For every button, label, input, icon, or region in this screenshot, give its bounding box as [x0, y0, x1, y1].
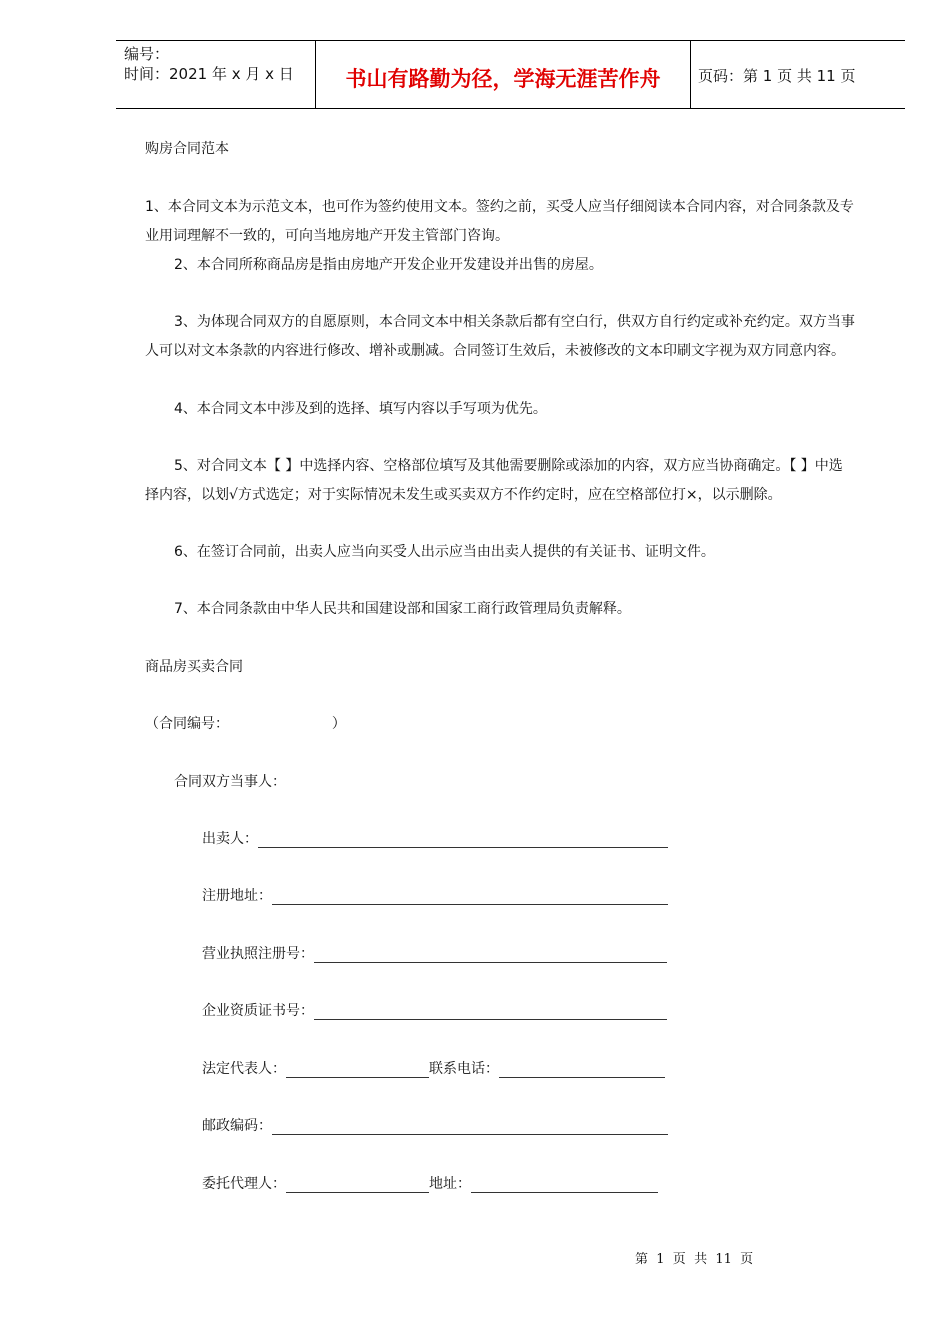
contract-number-open: （合同编号：: [145, 716, 229, 732]
qualification-no-blank[interactable]: [314, 1002, 667, 1020]
address-blank[interactable]: [471, 1175, 658, 1193]
address-label: 地址：: [429, 1176, 471, 1192]
legal-rep-row: [202, 1058, 665, 1078]
legal-rep-label: 法定代表人：: [202, 1061, 286, 1077]
parties-label: 合同双方当事人：: [174, 774, 286, 790]
postcode-blank[interactable]: [272, 1117, 668, 1135]
qualification-no-label: 企业资质证书号：: [202, 1003, 314, 1019]
phone-label: 联系电话：: [429, 1061, 499, 1077]
paragraph-5-line-2: 择内容，以划√方式选定；对于实际情况未发生或买卖双方不作约定时，应在空格部位打×，以示删除。: [145, 487, 782, 503]
postcode-row: [202, 1115, 668, 1135]
reg-address-blank[interactable]: [272, 887, 668, 905]
paragraph-7: 7、本合同条款由中华人民共和国建设部和国家工商行政管理局负责解释。: [174, 601, 631, 617]
postcode-label: 邮政编码：: [202, 1118, 272, 1134]
agent-row: [202, 1173, 658, 1193]
license-no-label: 营业执照注册号：: [202, 946, 314, 962]
license-no-row: [202, 943, 667, 963]
paragraph-3-line-2: 人可以对文本条款的内容进行修改、增补或删减。合同签订生效后，未被修改的文本印刷文字视为双方同意内容。: [145, 343, 845, 359]
contract-title: 商品房买卖合同: [145, 659, 243, 675]
paragraph-4: 4、本合同文本中涉及到的选择、填写内容以手写项为优先。: [174, 401, 547, 417]
header-page-cell: [690, 41, 905, 108]
agent-label: 委托代理人：: [202, 1176, 286, 1192]
header-motto-cell: [315, 41, 691, 108]
header-left-cell: [116, 41, 315, 108]
reg-address-label: 注册地址：: [202, 888, 272, 904]
serial-number-label: 编号：: [124, 45, 170, 63]
phone-blank[interactable]: [499, 1060, 665, 1078]
document-title: 购房合同范本: [145, 141, 229, 157]
agent-blank[interactable]: [286, 1175, 429, 1193]
date-label: 时间：2021 年 x 月 x 日: [124, 65, 294, 83]
paragraph-5-line-1: 5、对合同文本【 】中选择内容、空格部位填写及其他需要删除或添加的内容，双方应当协商确定。【 】中选: [174, 458, 843, 474]
legal-rep-blank[interactable]: [286, 1060, 429, 1078]
license-no-blank[interactable]: [314, 945, 667, 963]
page-footer: 第 1 页 共 11 页: [635, 1252, 754, 1267]
qualification-no-row: [202, 1000, 667, 1020]
seller-row: [202, 828, 668, 848]
contract-number-close: ）: [331, 716, 346, 732]
seller-label: 出卖人：: [202, 831, 258, 847]
paragraph-1-line-2: 业用词理解不一致的，可向当地房地产开发主管部门咨询。: [145, 228, 509, 244]
paragraph-1-line-1: 1、本合同文本为示范文本，也可作为签约使用文本。签约之前，买受人应当仔细阅读本合同内容，对合同条款及专: [145, 199, 854, 215]
seller-blank[interactable]: [258, 830, 668, 848]
paragraph-3-line-1: 3、为体现合同双方的自愿原则，本合同文本中相关条款后都有空白行，供双方自行约定或补充约定。双方当事: [174, 314, 855, 330]
paragraph-6: 6、在签订合同前，出卖人应当向买受人出示应当由出卖人提供的有关证书、证明文件。: [174, 544, 715, 560]
motto-text: 书山有路勤为径，学海无涯苦作舟: [345, 66, 661, 91]
page-info: 页码：第 1 页 共 11 页: [698, 67, 856, 85]
document-header: [116, 40, 905, 109]
reg-address-row: [202, 885, 668, 905]
paragraph-2: 2、本合同所称商品房是指由房地产开发企业开发建设并出售的房屋。: [174, 257, 603, 273]
contract-number-label: [145, 713, 346, 733]
